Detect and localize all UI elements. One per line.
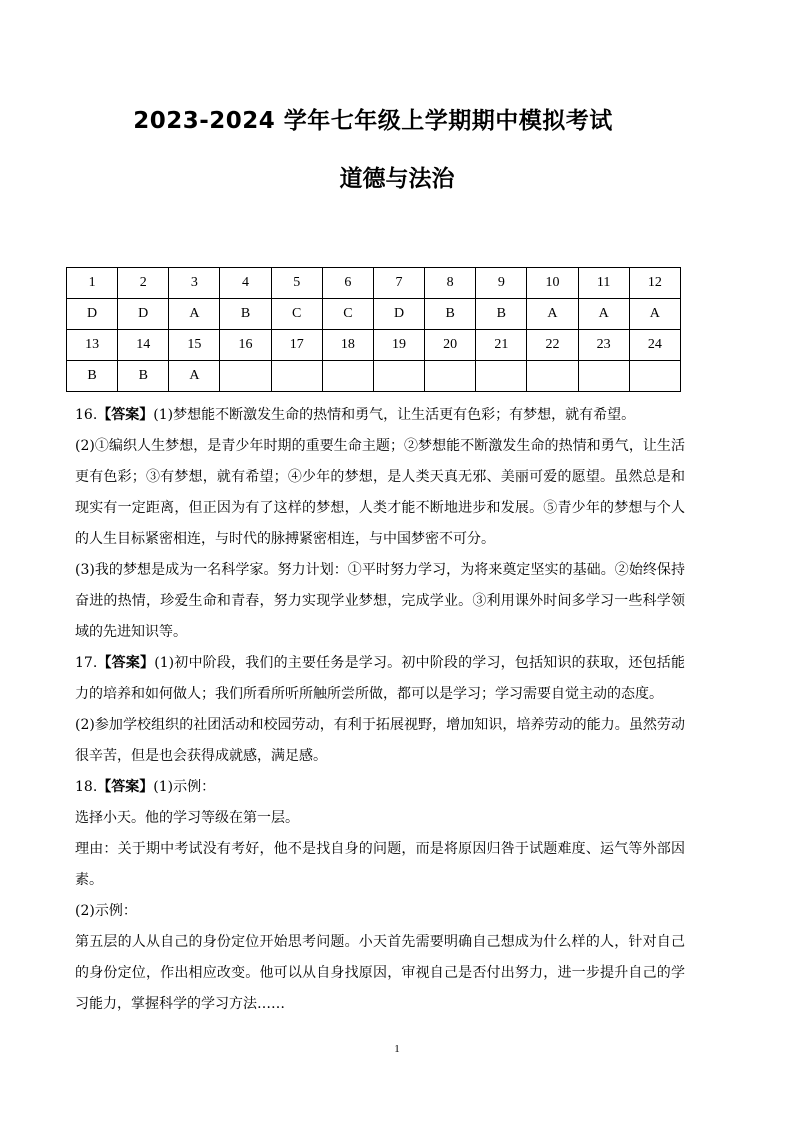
answer-table-cell: 18 — [322, 330, 373, 361]
answer-table-cell: 7 — [373, 268, 424, 299]
answer-table-cell: A — [169, 361, 220, 392]
answer-table-cell: 15 — [169, 330, 220, 361]
answer-table-row — [67, 330, 681, 361]
answer-table-cell — [629, 361, 680, 392]
q18-reason: 理由：关于期中考试没有考好，他不是找自身的问题，而是将原因归咎于试题难度、运气等外部因素。 — [75, 841, 685, 888]
answer-table-cell: 19 — [373, 330, 424, 361]
q17-answer-tag: 【答案】 — [97, 655, 155, 671]
answer-table-cell: A — [629, 299, 680, 330]
q16-answer-tag: 【答案】 — [97, 407, 154, 423]
answer-table-cell: A — [169, 299, 220, 330]
q16-number: 16. — [75, 407, 98, 423]
answer-table-cell: 11 — [578, 268, 629, 299]
answer-table-cell: 21 — [476, 330, 527, 361]
answer-body — [75, 400, 685, 1020]
q18-part2-label: (2)示例： — [75, 903, 137, 919]
q17-part2: (2)参加学校组织的社团活动和校园劳动，有利于拓展视野，增加知识，培养劳动的能力。虽然劳动很辛苦，但是也会获得成就感，满足感。 — [75, 717, 685, 764]
answer-table-cell: 1 — [67, 268, 118, 299]
answer-table-cell: 24 — [629, 330, 680, 361]
answer-table-cell: 2 — [118, 268, 169, 299]
answer-table-cell — [425, 361, 476, 392]
exam-title: 2023-2024 学年七年级上学期期中模拟考试 — [133, 108, 613, 134]
q16-part2: (2)①编织人生梦想，是青少年时期的重要生命主题；②梦想能不断激发生命的热情和勇气，让生活更有色彩；③有梦想，就有希望；④少年的梦想，是人类天真无邪、美丽可爱的愿望。虽然总是和现实有一定距离，但正因为有了这样的梦想，人类才能不断地进步和发展。⑤青少年的梦想与个人的人生目标紧密相连，与时代的脉搏紧密相连，与中国梦密不可分。 — [75, 438, 685, 547]
q18-answer-tag: 【答案】 — [97, 779, 154, 795]
answer-table-cell: 17 — [271, 330, 322, 361]
q18-choice: 选择小天。他的学习等级在第一层。 — [75, 810, 299, 826]
answer-table-cell: 10 — [527, 268, 578, 299]
answer-table-cell: 4 — [220, 268, 271, 299]
answer-table-cell: 22 — [527, 330, 578, 361]
q18-number: 18. — [75, 779, 98, 795]
answer-table-cell: B — [425, 299, 476, 330]
answer-table-cell: C — [322, 299, 373, 330]
answer-table-cell: 5 — [271, 268, 322, 299]
answer-table-cell — [476, 361, 527, 392]
answer-table-cell: D — [67, 299, 118, 330]
answer-table-cell: 16 — [220, 330, 271, 361]
answer-table-cell: 3 — [169, 268, 220, 299]
answer-table-cell — [271, 361, 322, 392]
answer-table-cell: B — [220, 299, 271, 330]
answer-table-cell: 13 — [67, 330, 118, 361]
subject-title: 道德与法治 — [339, 166, 455, 192]
answer-table-cell — [527, 361, 578, 392]
answer-table-row — [67, 299, 681, 330]
q18-part2-text: 第五层的人从自己的身份定位开始思考问题。小天首先需要明确自己想成为什么样的人，针对自己的身份定位，作出相应改变。他可以从自身找原因，审视自己是否付出努力，进一步提升自己的学习能力，掌握科学的学习方法…… — [75, 934, 685, 1012]
answer-table — [66, 267, 681, 392]
answer-table-cell: 20 — [425, 330, 476, 361]
answer-table-row — [67, 268, 681, 299]
q18-line1 — [75, 772, 685, 803]
answer-table-cell: A — [527, 299, 578, 330]
q16-part1: (1)梦想能不断激发生命的热情和勇气，让生活更有色彩；有梦想，就有希望。 — [153, 407, 636, 423]
answer-table-cell: D — [373, 299, 424, 330]
answer-table-cell: B — [476, 299, 527, 330]
q17-line1 — [75, 648, 685, 710]
answer-table-cell: D — [118, 299, 169, 330]
q17-part1: (1)初中阶段，我们的主要任务是学习。初中阶段的学习，包括知识的获取，还包括能力的培养和如何做人；我们所看所听所触所尝所做，都可以是学习；学习需要自觉主动的态度。 — [75, 655, 685, 702]
answer-table-cell: 6 — [322, 268, 373, 299]
answer-table-row — [67, 361, 681, 392]
answer-table-cell — [373, 361, 424, 392]
q18-part1: (1)示例： — [153, 779, 216, 795]
answer-table-cell: 23 — [578, 330, 629, 361]
answer-table-cell: 9 — [476, 268, 527, 299]
q17-number: 17. — [75, 655, 98, 671]
answer-table-cell: 8 — [425, 268, 476, 299]
answer-table-cell: A — [578, 299, 629, 330]
answer-table-cell: C — [271, 299, 322, 330]
answer-table-cell — [322, 361, 373, 392]
q16-line1 — [75, 400, 685, 431]
page-number: 1 — [394, 1043, 400, 1055]
answer-table-cell: 14 — [118, 330, 169, 361]
answer-table-cell: 12 — [629, 268, 680, 299]
answer-table-cell: B — [67, 361, 118, 392]
q16-part3: (3)我的梦想是成为一名科学家。努力计划：①平时努力学习，为将来奠定坚实的基础。②始终保持奋进的热情，珍爱生命和青春，努力实现学业梦想，完成学业。③利用课外时间多学习一些科学领域的先进知识等。 — [75, 562, 685, 640]
answer-table-cell — [220, 361, 271, 392]
answer-table-cell: B — [118, 361, 169, 392]
answer-table-cell — [578, 361, 629, 392]
